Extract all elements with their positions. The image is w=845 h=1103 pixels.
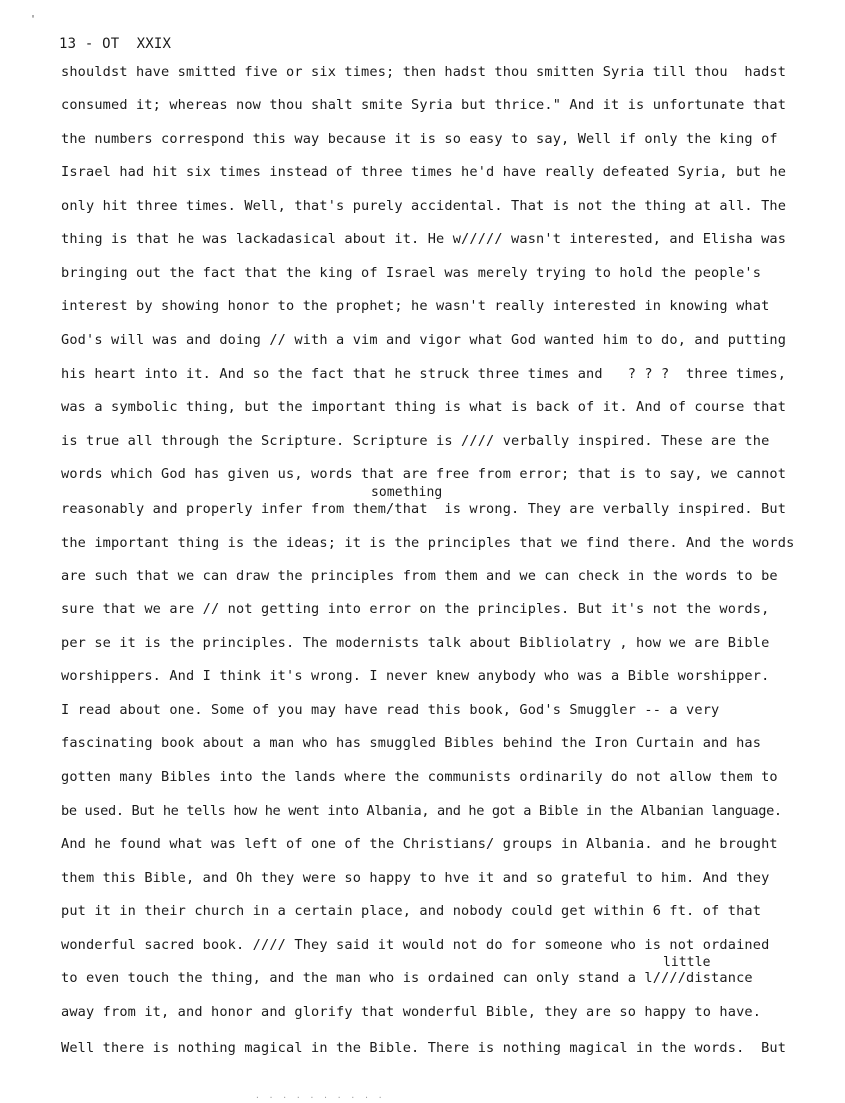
text-line: the important thing is the ideas; it is the principles that we find there. And the words: [61, 535, 795, 551]
text-line: fascinating book about a man who has smuggled Bibles behind the Iron Curtain and has: [61, 735, 762, 751]
text-line: is true all through the Scripture. Scripture is //// verbally inspired. These are the: [61, 433, 770, 449]
text-line: Israel had hit six times instead of three times he'd have really defeated Syria, but he: [61, 164, 787, 180]
text-line: are such that we can draw the principles from them and we can check in the words to be: [61, 568, 778, 584]
text-line: the numbers correspond this way because it is so easy to say, Well if only the king of: [61, 131, 778, 147]
text-line: per se it is the principles. The modernists talk about Bibliolatry , how we are Bible: [61, 635, 770, 651]
text-line: consumed it; whereas now thou shalt smite Syria but thrice." And it is unfortunate that: [61, 97, 787, 113]
page-header: 13 - OT XXIX: [59, 36, 172, 52]
text-line: was a symbolic thing, but the important thing is what is back of it. And of course that: [61, 399, 787, 415]
text-line: away from it, and honor and glorify that wonderful Bible, they are so happy to have.: [61, 1004, 762, 1020]
text-line: be used. But he tells how he went into Albania, and he got a Bible in the Albanian language.: [61, 803, 782, 819]
text-line: them this Bible, and Oh they were so happy to hve it and so grateful to him. And they: [61, 870, 770, 886]
interlinear-insertion: something: [371, 485, 443, 500]
text-line: interest by showing honor to the prophet; he wasn't really interested in knowing what: [61, 298, 770, 314]
text-line: sure that we are // not getting into error on the principles. But it's not the words,: [61, 601, 770, 617]
header-tick-mark: ': [30, 14, 37, 25]
text-line: words which God has given us, words that are free from error; that is to say, we cannot: [61, 466, 787, 482]
text-line: God's will was and doing // with a vim and vigor what God wanted him to do, and putting: [61, 332, 787, 348]
text-line: reasonably and properly infer from them/that is wrong. They are verbally inspired. But: [61, 501, 787, 517]
text-line: gotten many Bibles into the lands where the communists ordinarily do not allow them to: [61, 769, 778, 785]
text-line: bringing out the fact that the king of Israel was merely trying to hold the people's: [61, 265, 762, 281]
text-line: thing is that he was lackadasical about it. He w///// wasn't interested, and Elisha was: [61, 231, 787, 247]
text-line: worshippers. And I think it's wrong. I never knew anybody who was a Bible worshipper.: [61, 668, 770, 684]
text-line: Well there is nothing magical in the Bible. There is nothing magical in the words. But: [61, 1040, 787, 1056]
text-line: shouldst have smitted five or six times; then hadst thou smitten Syria till thou hadst: [61, 64, 787, 80]
text-line: to even touch the thing, and the man who is ordained can only stand a l////distance: [61, 970, 753, 986]
text-line: only hit three times. Well, that's purely accidental. That is not the thing at all. The: [61, 198, 787, 214]
text-line: I read about one. Some of you may have read this book, God's Smuggler -- a very: [61, 702, 720, 718]
bottom-smudge: · · · · · · · · · ·: [255, 1093, 385, 1102]
text-line: put it in their church in a certain place, and nobody could get within 6 ft. of that: [61, 903, 762, 919]
text-line: And he found what was left of one of the Christians/ groups in Albania. and he brought: [61, 836, 778, 852]
interlinear-insertion: little: [663, 955, 711, 970]
text-line: wonderful sacred book. //// They said it would not do for someone who is not ordained: [61, 937, 770, 953]
text-line: his heart into it. And so the fact that he struck three times and ? ? ? three times,: [61, 366, 787, 382]
